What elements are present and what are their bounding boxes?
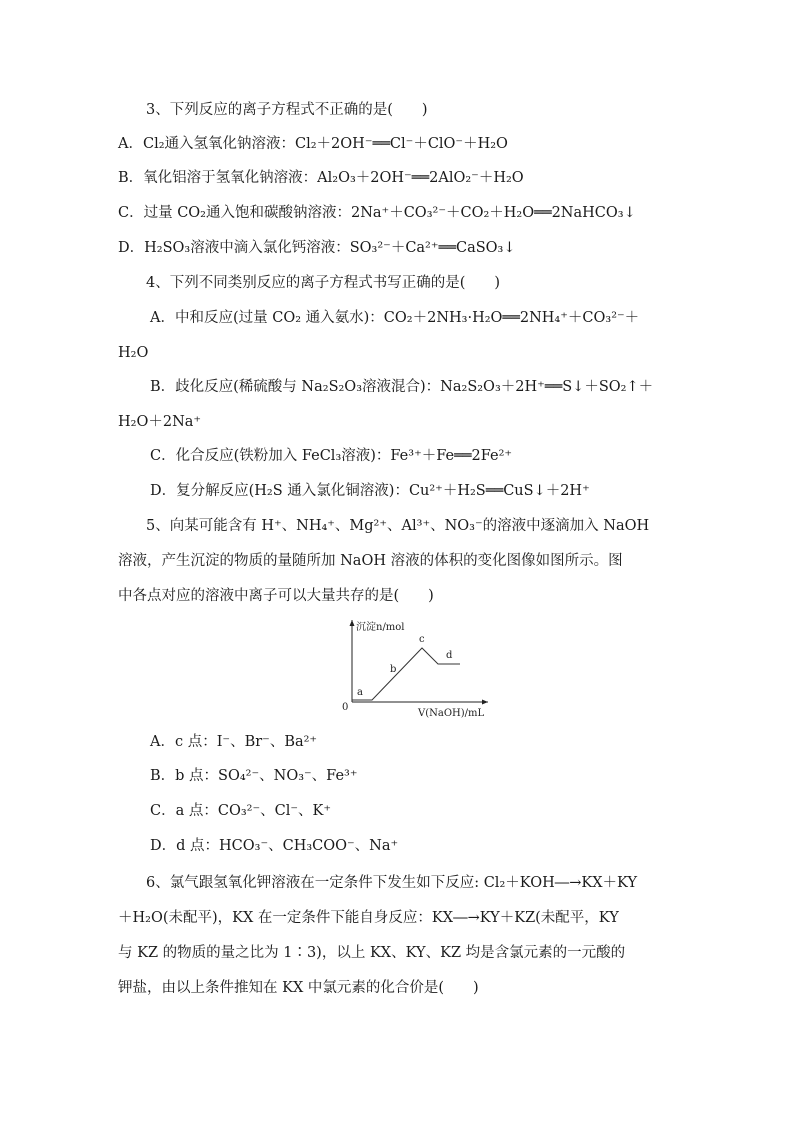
question-5-stem-3: 中各点对应的溶液中离子可以大量共存的是( ): [118, 588, 434, 604]
question-4-option-a-cont: H₂O: [118, 345, 149, 361]
question-4-option-d: D．复分解反应(H₂S 通入氯化铜溶液)：Cu²⁺＋H₂S══CuS↓＋2H⁺: [150, 483, 590, 499]
point-c-label: c: [419, 634, 425, 645]
question-3-option-d: D．H₂SO₃溶液中滴入氯化钙溶液：SO₃²⁻＋Ca²⁺══CaSO₃↓: [118, 240, 516, 256]
question-4-option-a: A．中和反应(过量 CO₂ 通入氨水)：CO₂＋2NH₃·H₂O══2NH₄⁺＋CO₃²⁻＋: [150, 310, 640, 326]
x-axis-arrow: [482, 700, 488, 705]
question-4-option-b: B．歧化反应(稀硫酸与 Na₂S₂O₃溶液混合)：Na₂S₂O₃＋2H⁺══S↓＋SO₂↑＋: [150, 379, 654, 395]
question-5-option-a: A．c 点：I⁻、Br⁻、Ba²⁺: [150, 734, 318, 750]
question-5-option-c: C．a 点：CO₃²⁻、Cl⁻、K⁺: [150, 803, 331, 819]
point-a-label: a: [357, 687, 363, 698]
question-6-stem-1: 6、氯气跟氢氧化钾溶液在一定条件下发生如下反应: Cl₂＋KOH―→KX＋KY: [146, 875, 638, 891]
question-6-stem-3: 与 KZ 的物质的量之比为 1∶3)，以上 KX、KY、KZ 均是含氯元素的一元酸的: [118, 945, 626, 961]
question-5-option-d: D．d 点：HCO₃⁻、CH₃COO⁻、Na⁺: [150, 838, 399, 854]
y-axis-arrow: [350, 620, 355, 626]
question-6-stem-4: 钾盐，由以上条件推知在 KX 中氯元素的化合价是( ): [118, 980, 479, 996]
origin-label: 0: [342, 702, 349, 713]
question-4-option-c: C．化合反应(铁粉加入 FeCl₃溶液)：Fe³⁺＋Fe══2Fe²⁺: [150, 448, 513, 464]
point-d-label: d: [446, 650, 453, 661]
point-b-label: b: [390, 664, 397, 675]
x-axis-label: V(NaOH)/mL: [418, 708, 485, 719]
question-3-stem: 3、下列反应的离子方程式不正确的是( ): [146, 102, 428, 118]
question-6-stem-2: ＋H₂O(未配平)，KX 在一定条件下能自身反应：KX―→KY＋KZ(未配平，KY: [118, 910, 619, 926]
precipitate-curve: [352, 648, 460, 700]
question-4-option-b-cont: H₂O＋2Na⁺: [118, 414, 202, 430]
question-3-option-c: C．过量 CO₂通入饱和碳酸钠溶液：2Na⁺＋CO₃²⁻＋CO₂＋H₂O══2NaHCO₃↓: [118, 205, 636, 221]
y-axis-label: 沉淀n/mol: [356, 622, 405, 633]
question-4-stem: 4、下列不同类别反应的离子方程式书写正确的是( ): [146, 275, 501, 291]
question-5-stem-2: 溶液，产生沉淀的物质的量随所加 NaOH 溶液的体积的变化图像如图所示。图: [118, 553, 623, 569]
precipitate-graph: [338, 616, 490, 720]
question-3-option-a: A．Cl₂通入氢氧化钠溶液：Cl₂＋2OH⁻══Cl⁻＋ClO⁻＋H₂O: [118, 136, 508, 152]
question-3-option-b: B．氧化铝溶于氢氧化钠溶液：Al₂O₃＋2OH⁻══2AlO₂⁻＋H₂O: [118, 170, 524, 186]
question-5-option-b: B．b 点：SO₄²⁻、NO₃⁻、Fe³⁺: [150, 768, 358, 784]
question-5-stem-1: 5、向某可能含有 H⁺、NH₄⁺、Mg²⁺、Al³⁺、NO₃⁻的溶液中逐滴加入 NaOH: [146, 518, 650, 534]
